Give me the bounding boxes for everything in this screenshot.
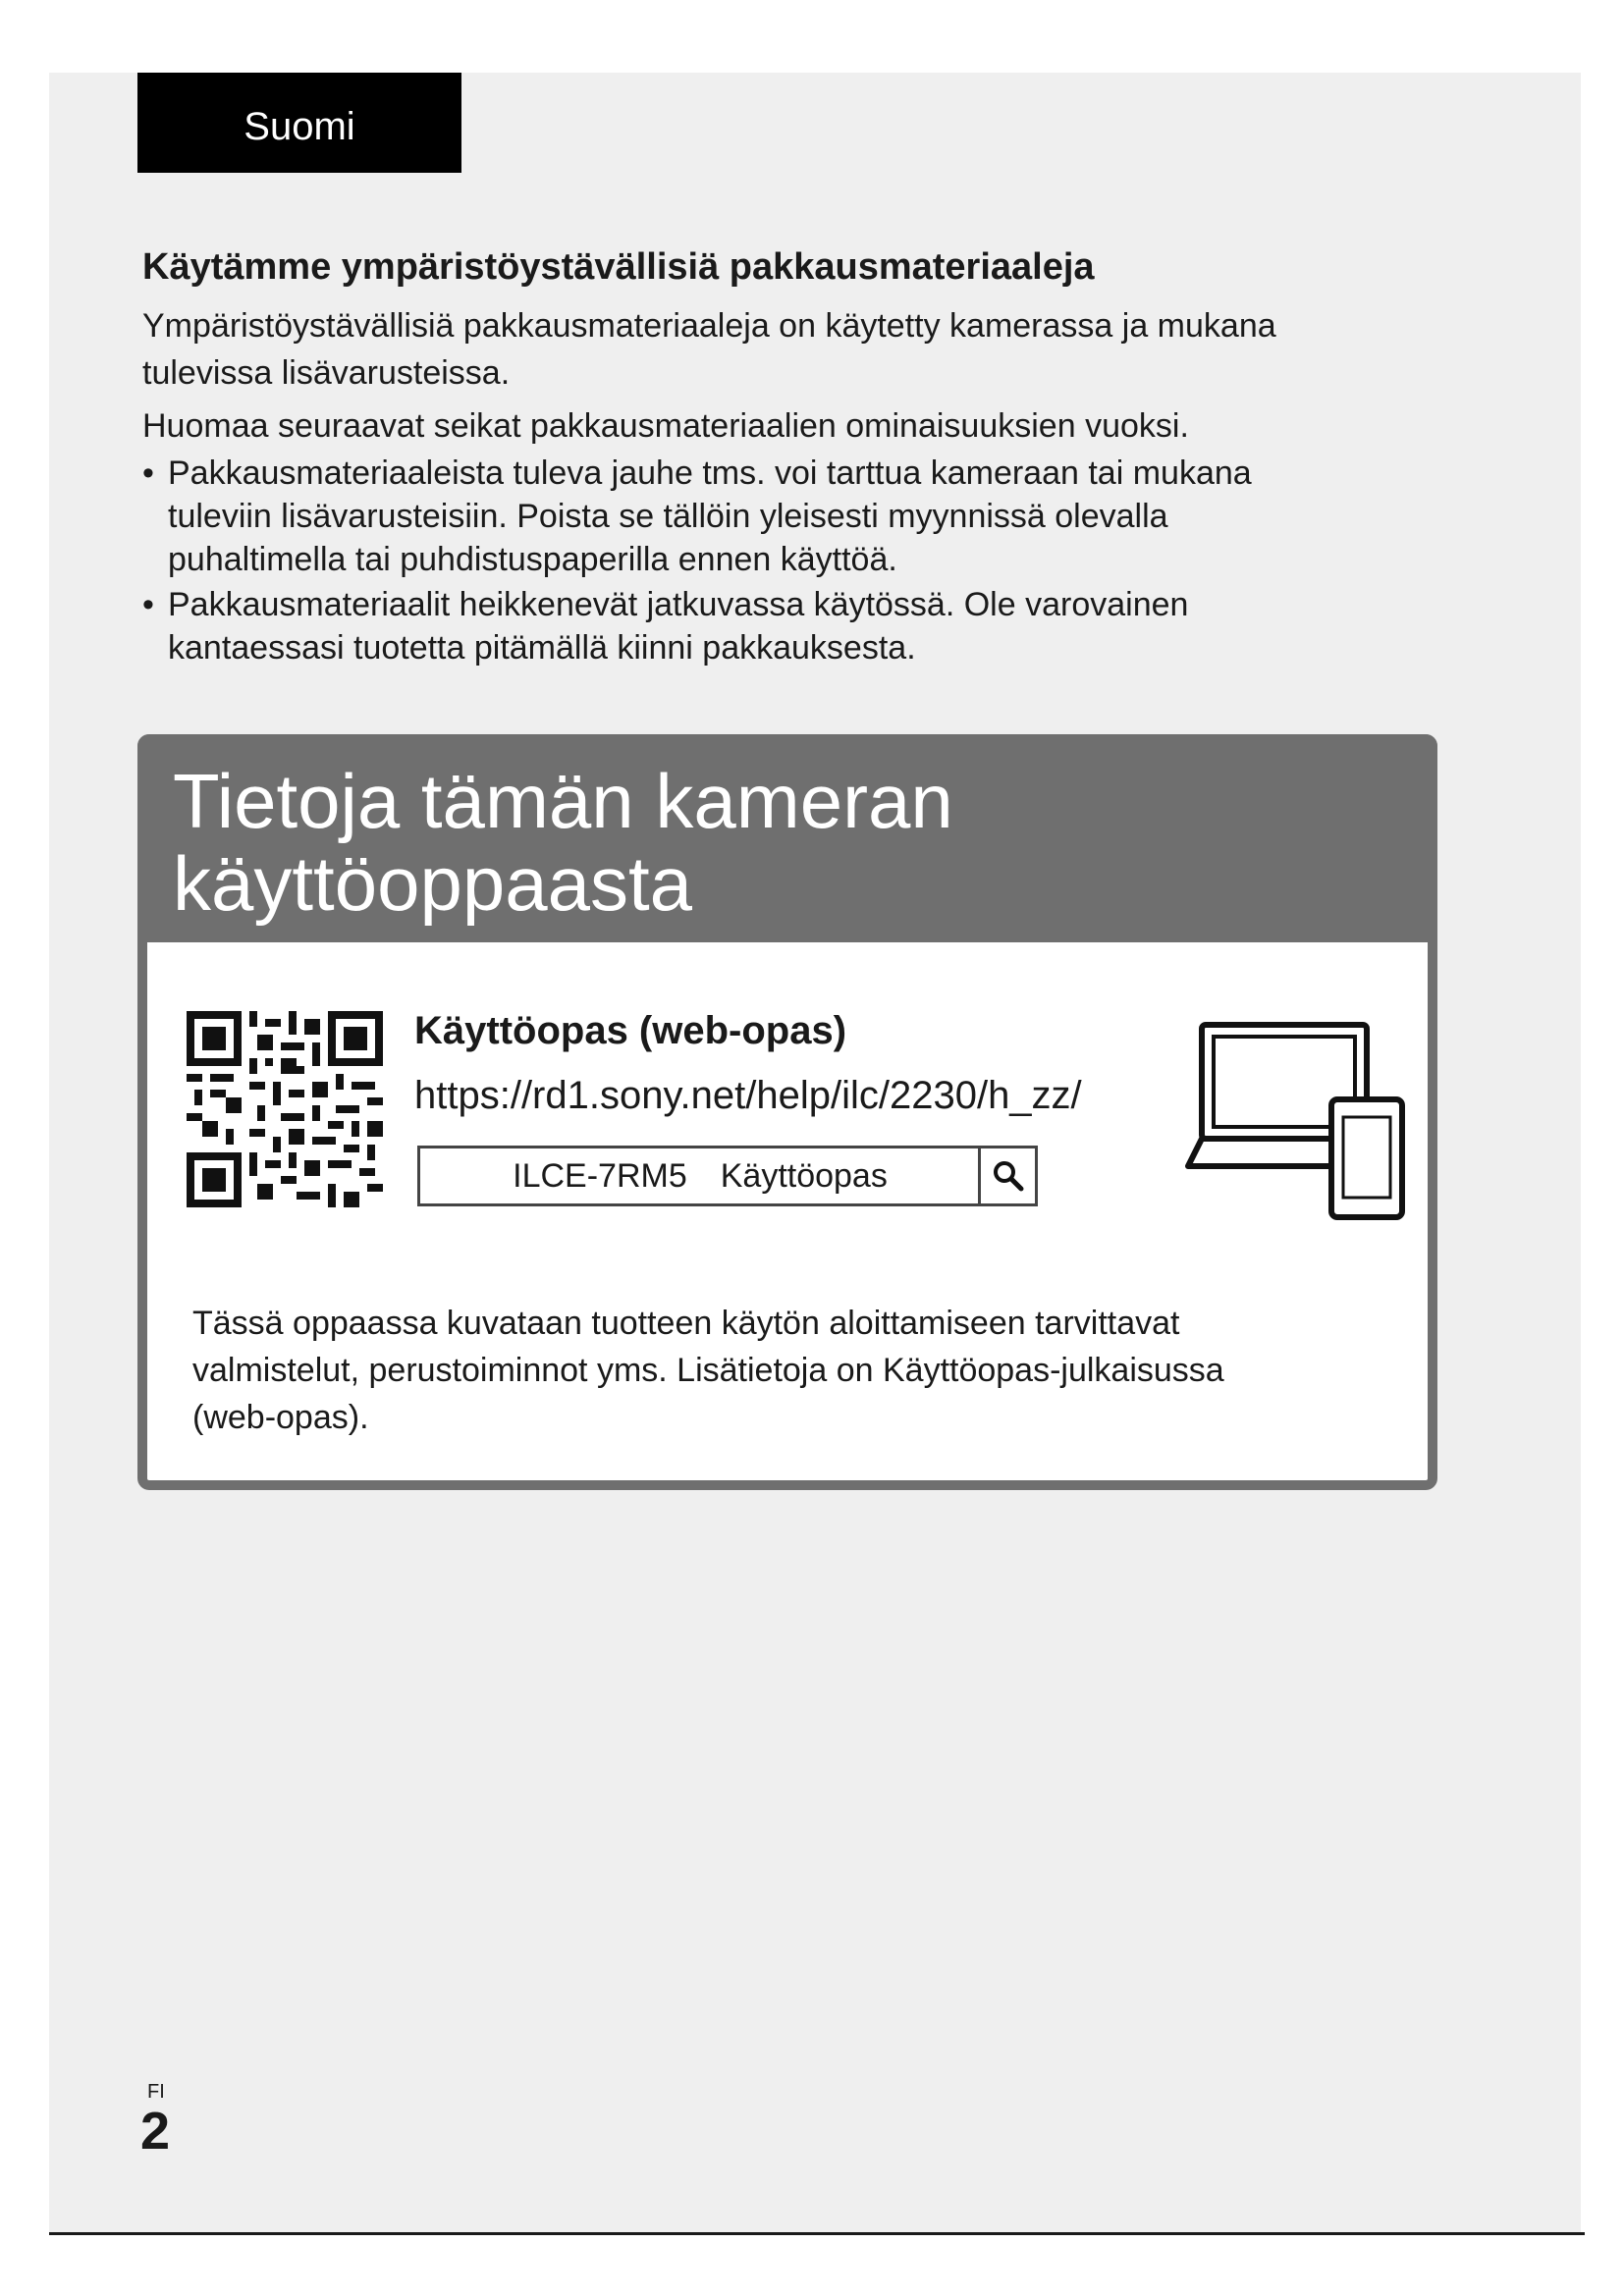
bullet2-line1: Pakkausmateriaalit heikkenevät jatkuvassa käytössä. Ole varovainen bbox=[168, 586, 1189, 623]
guide-url[interactable]: https://rd1.sony.net/help/ilc/2230/h_zz/ bbox=[414, 1074, 1082, 1117]
bullet2-line2: kantaessasi tuotetta pitämällä kiinni pakkauksesta. bbox=[168, 629, 916, 667]
bullet1-line3: puhaltimella tai puhdistuspaperilla ennen käyttöä. bbox=[168, 541, 897, 578]
page-language-code: FI bbox=[147, 2081, 165, 2103]
guide-desc-line2: valmistelut, perustoiminnot yms. Lisätietoja on Käyttöopas-julkaisussa bbox=[192, 1352, 1224, 1389]
language-tab bbox=[137, 73, 461, 173]
search-button[interactable] bbox=[978, 1148, 1035, 1203]
bullet-item bbox=[142, 452, 1419, 581]
packaging-para1-line2: tulevissa lisävarusteissa. bbox=[142, 354, 511, 392]
guide-desc-line1: Tässä oppaassa kuvataan tuotteen käytön aloittamiseen tarvittavat bbox=[192, 1305, 1180, 1342]
guide-card-title-line1: Tietoja tämän kameran bbox=[173, 758, 953, 844]
guide-card-title-line2: käyttöoppaasta bbox=[173, 840, 693, 927]
search-icon bbox=[991, 1158, 1026, 1194]
guide-description bbox=[192, 1300, 1371, 1441]
search-query-text: ILCE-7RM5 Käyttöopas bbox=[513, 1157, 888, 1195]
qr-code-icon[interactable] bbox=[187, 1011, 383, 1207]
language-tab-label: Suomi bbox=[244, 104, 355, 148]
guide-desc-line3: (web-opas). bbox=[192, 1399, 369, 1436]
bottom-rule bbox=[49, 2232, 1585, 2235]
bullet1-line1: Pakkausmateriaaleista tuleva jauhe tms. voi tarttua kameraan tai mukana bbox=[168, 454, 1252, 492]
guide-title: Käyttöopas (web-opas) bbox=[414, 1009, 847, 1052]
bullet1-line2: tuleviin lisävarusteisiin. Poista se tällöin yleisesti myynnissä olevalla bbox=[168, 498, 1168, 535]
laptop-phone-icon bbox=[1184, 1017, 1410, 1223]
page-number: 2 bbox=[140, 2102, 171, 2161]
bullet-item bbox=[142, 583, 1419, 669]
packaging-heading: Käytämme ympäristöystävällisiä pakkausmateriaaleja bbox=[142, 246, 1095, 288]
packaging-bullets bbox=[142, 452, 1419, 669]
search-box[interactable] bbox=[417, 1146, 1038, 1206]
packaging-para1-line1: Ympäristöystävällisiä pakkausmateriaaleja on käytetty kamerassa ja mukana bbox=[142, 307, 1276, 345]
packaging-para2: Huomaa seuraavat seikat pakkausmateriaalien ominaisuuksien vuoksi. bbox=[142, 407, 1189, 445]
guide-card-header bbox=[137, 734, 1437, 942]
packaging-section bbox=[142, 241, 1419, 669]
